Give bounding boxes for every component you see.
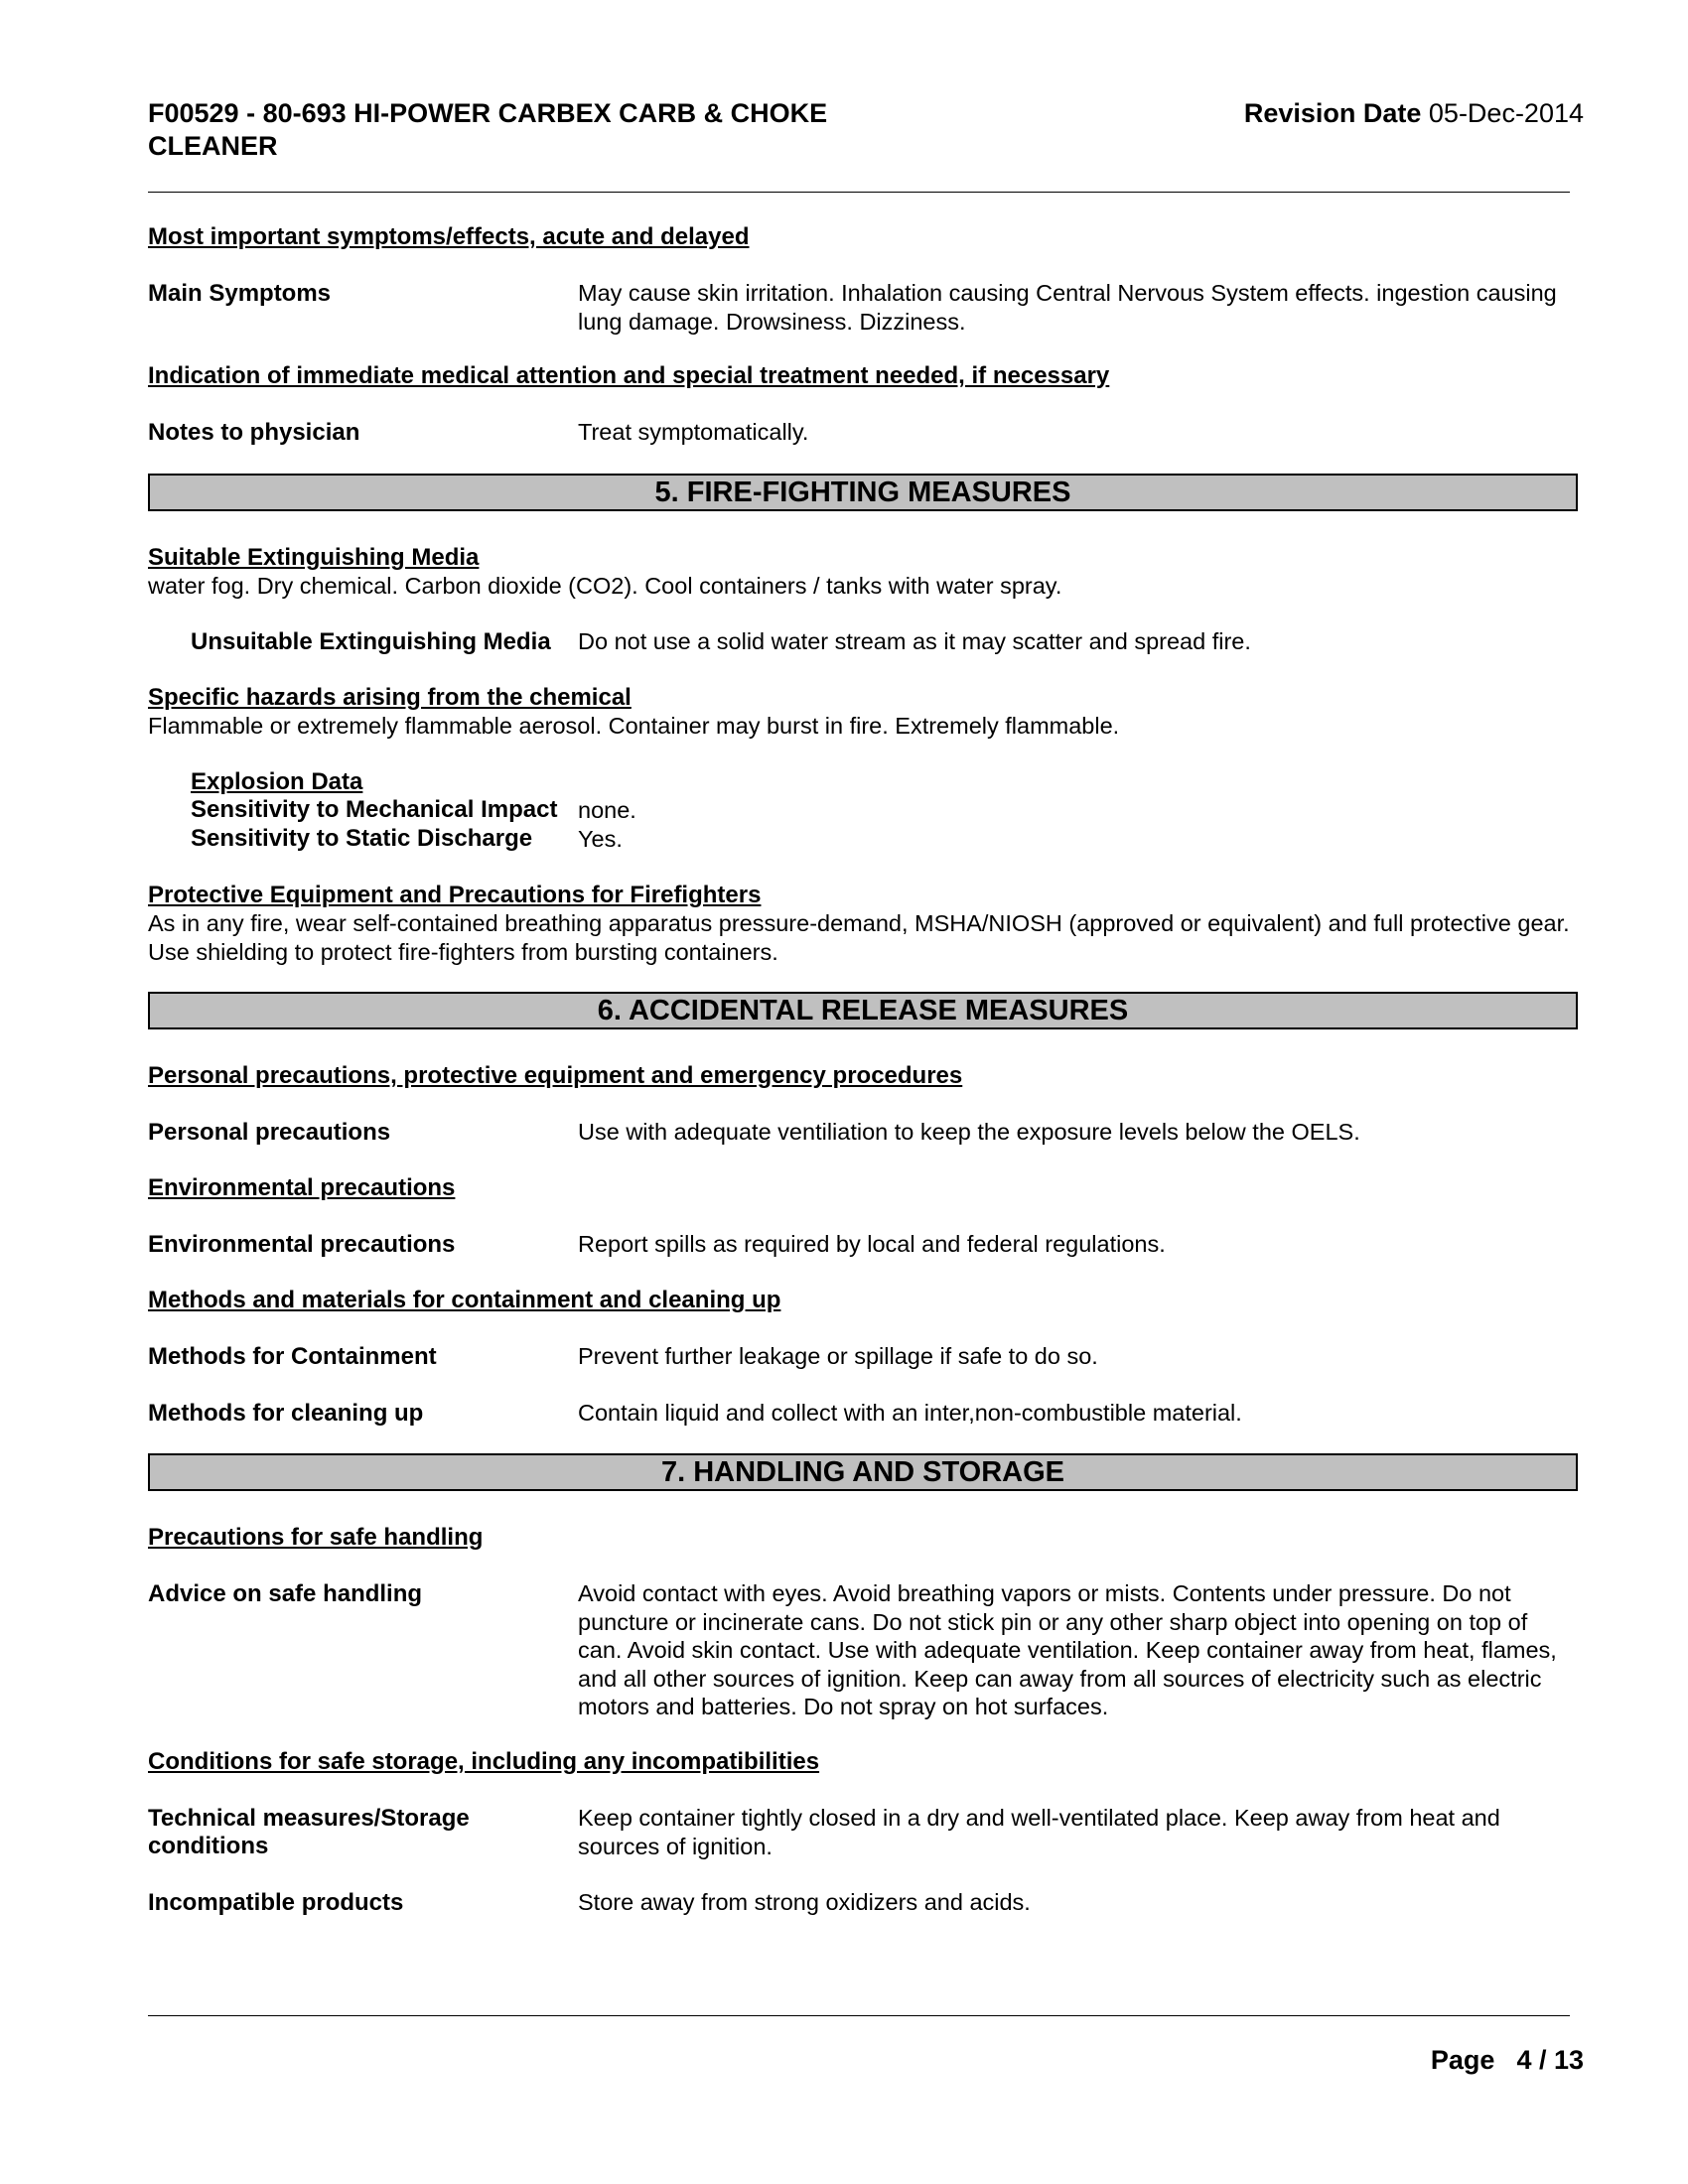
environmental-value: Report spills as required by local and federal regulations. bbox=[578, 1231, 1166, 1257]
section-7-banner: 7. HANDLING AND STORAGE bbox=[148, 1453, 1578, 1491]
revision-value: 05-Dec-2014 bbox=[1428, 98, 1584, 128]
main-symptoms-label: Main Symptoms bbox=[148, 280, 332, 307]
unsuitable-media-label: Unsuitable Extinguishing Media bbox=[191, 628, 551, 655]
medical-attention-heading: Indication of immediate medical attention and special treatment needed, if necessary bbox=[148, 362, 1110, 389]
technical-measures-value: Keep container tightly closed in a dry and well-ventilated place. Keep away from heat and sources of ignition. bbox=[578, 1805, 1500, 1859]
main-symptoms-value: May cause skin irritation. Inhalation causing Central Nervous System effects. ingestion causing lung damage. Drowsiness. Dizziness. bbox=[578, 280, 1557, 335]
advice-handling-value: Avoid contact with eyes. Avoid breathing vapors or mists. Contents under pressure. Do not puncture or incinerate cans. Do not stick pin or any other sharp object into opening on top of can. Avoid skin contact. Use with adequate ventilation. Keep container away from heat, flames, and all other sources of ignition. Keep can away from all sources of electricity such as electric motors and batteries. Do not spray on hot surfaces. bbox=[578, 1580, 1557, 1719]
footer-rule bbox=[148, 2015, 1570, 2016]
environmental-heading: Environmental precautions bbox=[148, 1174, 456, 1201]
protective-equipment-heading: Protective Equipment and Precautions for Firefighters bbox=[148, 882, 762, 908]
environmental-label: Environmental precautions bbox=[148, 1231, 456, 1258]
notes-physician-value: Treat symptomatically. bbox=[578, 419, 809, 445]
specific-hazards-text: Flammable or extremely flammable aerosol. Container may burst in fire. Extremely flammable. bbox=[148, 713, 1120, 739]
safe-storage-heading: Conditions for safe storage, including any incompatibilities bbox=[148, 1748, 820, 1775]
section-6-banner: 6. ACCIDENTAL RELEASE MEASURES bbox=[148, 992, 1578, 1029]
product-title bbox=[148, 97, 903, 163]
advice-handling-label: Advice on safe handling bbox=[148, 1580, 423, 1607]
suitable-media-text: water fog. Dry chemical. Carbon dioxide (CO2). Cool containers / tanks with water spray. bbox=[148, 573, 1062, 599]
notes-physician-label: Notes to physician bbox=[148, 419, 360, 446]
explosion-data-heading: Explosion Data bbox=[191, 768, 363, 795]
methods-materials-heading: Methods and materials for containment and cleaning up bbox=[148, 1287, 781, 1313]
page-indicator bbox=[1431, 2045, 1584, 2076]
specific-hazards-heading: Specific hazards arising from the chemical bbox=[148, 684, 632, 711]
unsuitable-media-value: Do not use a solid water stream as it may scatter and spread fire. bbox=[578, 628, 1251, 654]
symptoms-heading: Most important symptoms/effects, acute and delayed bbox=[148, 223, 750, 250]
mechanical-impact-label: Sensitivity to Mechanical Impact bbox=[191, 796, 558, 823]
page-number: 4 / 13 bbox=[1516, 2045, 1584, 2075]
cleaning-label: Methods for cleaning up bbox=[148, 1400, 424, 1427]
suitable-media-heading: Suitable Extinguishing Media bbox=[148, 544, 480, 571]
revision-date bbox=[1244, 97, 1584, 130]
product-code: F00529 - bbox=[148, 98, 263, 128]
mechanical-impact-value: none. bbox=[578, 797, 636, 823]
technical-measures-label: Technical measures/Storage conditions bbox=[148, 1805, 470, 1859]
containment-value: Prevent further leakage or spillage if safe to do so. bbox=[578, 1343, 1098, 1369]
safe-handling-heading: Precautions for safe handling bbox=[148, 1524, 484, 1551]
incompatible-products-label: Incompatible products bbox=[148, 1889, 404, 1916]
cleaning-value: Contain liquid and collect with an inter,non-combustible material. bbox=[578, 1400, 1242, 1426]
personal-precautions-label: Personal precautions bbox=[148, 1119, 391, 1146]
containment-label: Methods for Containment bbox=[148, 1343, 437, 1370]
personal-precautions-heading: Personal precautions, protective equipment and emergency procedures bbox=[148, 1062, 963, 1089]
revision-label: Revision Date bbox=[1243, 98, 1422, 128]
product-name: 80-693 HI-POWER CARBEX CARB & CHOKE CLEANER bbox=[148, 98, 828, 161]
header-rule bbox=[148, 192, 1570, 193]
protective-equipment-text: As in any fire, wear self-contained breathing apparatus pressure-demand, MSHA/NIOSH (approved or equivalent) and full protective gear. Use shielding to protect fire-fighters from bursting containers. bbox=[148, 910, 1570, 965]
static-discharge-value: Yes. bbox=[578, 826, 623, 852]
page-label: Page bbox=[1430, 2045, 1495, 2075]
section-5-banner: 5. FIRE-FIGHTING MEASURES bbox=[148, 474, 1578, 511]
static-discharge-label: Sensitivity to Static Discharge bbox=[191, 825, 533, 852]
personal-precautions-value: Use with adequate ventiliation to keep the exposure levels below the OELS. bbox=[578, 1119, 1360, 1145]
incompatible-products-value: Store away from strong oxidizers and acids. bbox=[578, 1889, 1031, 1915]
